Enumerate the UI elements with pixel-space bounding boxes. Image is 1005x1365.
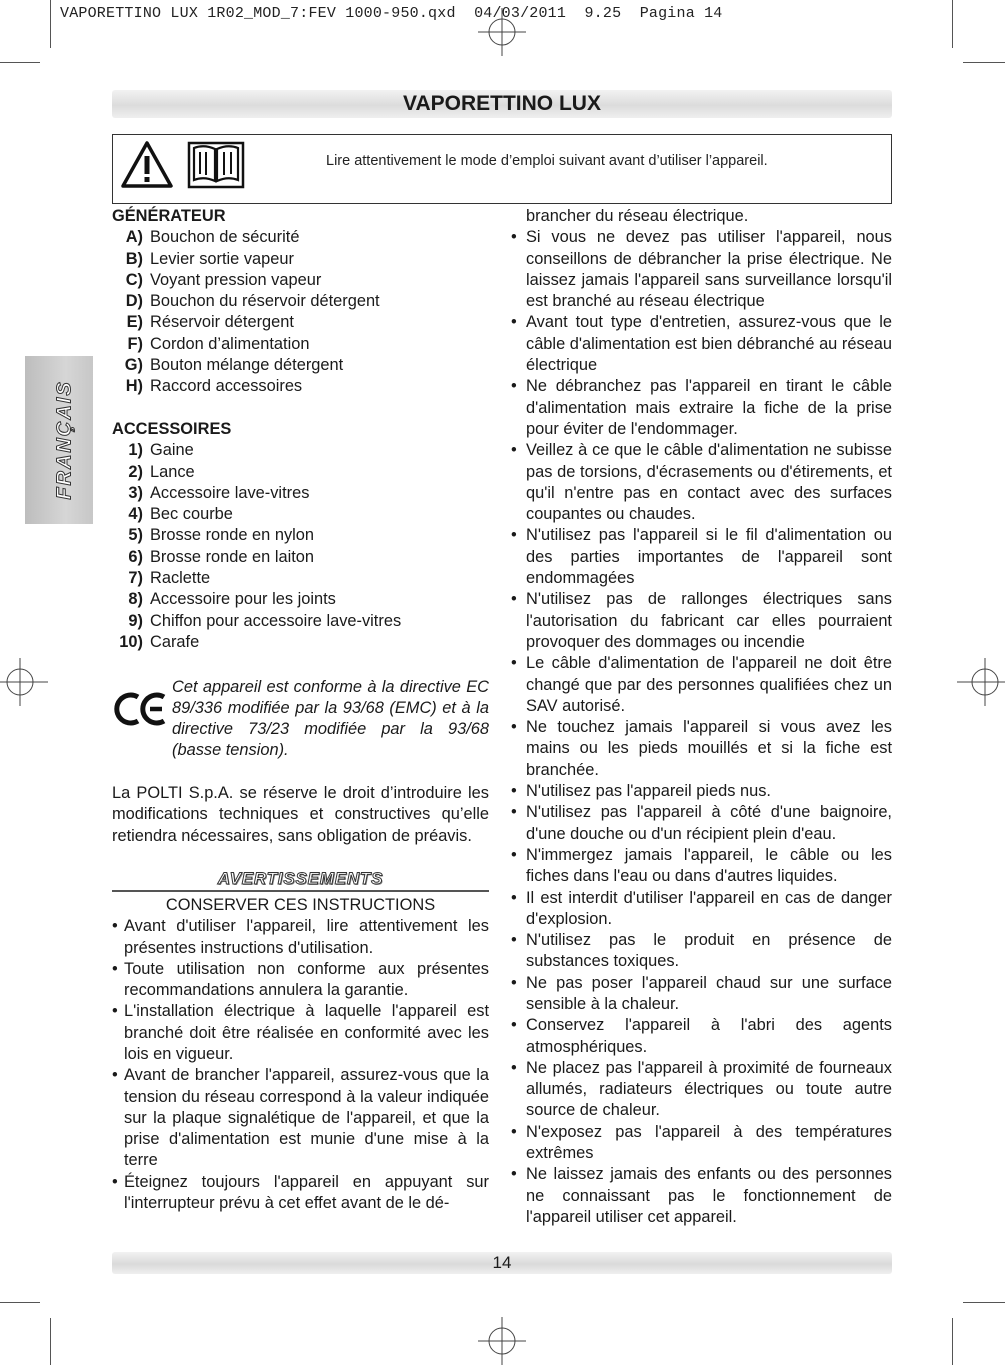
page-number: 14 <box>492 1253 512 1272</box>
registration-mark-icon <box>0 658 48 706</box>
item-label: Bec courbe <box>150 505 233 524</box>
item-key: 10) <box>119 632 143 651</box>
warning-item: • Ne touchez jamais l'appareil si vous avez les mains ou les pieds mouillés et si la fiche est branchée. <box>511 717 892 781</box>
item-key: 8) <box>128 590 143 609</box>
item-label: Carafe <box>150 632 200 651</box>
divider <box>112 890 489 892</box>
list-item <box>112 547 489 568</box>
warning-item: • N'exposez pas l'appareil à des températures extrêmes <box>511 1122 892 1165</box>
warnings-list-left <box>112 916 489 1214</box>
list-item <box>112 611 489 632</box>
warning-item: • Conservez l'appareil à l'abri des agents atmosphériques. <box>511 1015 892 1058</box>
list-item <box>112 632 489 653</box>
item-label: Bouton mélange détergent <box>150 356 344 375</box>
warning-item: • Veillez à ce que le câble d'alimentation ne subisse pas de torsions, d'écrasements ou d'étirements, et qu'il n'entre pas en contact avec des surfaces coupantes ou chaudes. <box>511 440 892 525</box>
item-label: Raclette <box>150 569 211 588</box>
item-key: 4) <box>128 505 143 524</box>
list-item <box>112 568 489 589</box>
item-key: 9) <box>128 611 143 630</box>
list-item <box>112 312 489 333</box>
warning-item: • N'utilisez pas l'appareil si le fil d'alimentation ou des parties importantes de l'appareil sont endommagées <box>511 525 892 589</box>
list-item <box>112 334 489 355</box>
item-label: Bouchon de sécurité <box>150 228 300 247</box>
warning-item: • N'utilisez pas l'appareil pieds nus. <box>511 781 892 802</box>
printer-slug: VAPORETTINO LUX 1R02_MOD_7:FEV 1000-950.qxd 04/03/2011 9.25 Pagina 14 <box>60 5 723 22</box>
accessories-list <box>112 440 489 653</box>
list-item <box>112 376 489 397</box>
crop-mark <box>952 1318 953 1365</box>
warnings-list-right <box>511 227 892 1228</box>
warnings-subheading: CONSERVER CES INSTRUCTIONS <box>165 895 436 914</box>
list-item <box>112 355 489 376</box>
item-label: Brosse ronde en laiton <box>150 547 315 566</box>
ce-statement: Cet appareil est conforme à la directive EC 89/336 modifiée par la 93/68 (EMC) et à la directive 73/23 modifiée par la 93/68 (basse tension). <box>172 677 489 760</box>
item-label: Voyant pression vapeur <box>150 270 322 289</box>
crop-mark <box>963 62 1005 63</box>
warning-item: • Ne laissez jamais des enfants ou des personnes ne connaissant pas le fonctionnement de l'appareil utiliser cet appareil. <box>511 1164 892 1228</box>
generator-heading: GÉNÉRATEUR <box>112 207 226 225</box>
warning-message: Lire attentivement le mode d’emploi suivant avant d’utiliser l’appareil. <box>326 153 768 169</box>
manual-book-icon <box>186 140 246 190</box>
item-key: G) <box>124 356 143 375</box>
warning-triangle-icon <box>120 140 174 190</box>
warning-item: • N'utilisez pas de rallonges électriques sans l'autorisation du fabricant car elles pourraient provoquer des dommages ou incendie <box>511 589 892 653</box>
page-title: VAPORETTINO LUX <box>403 92 601 115</box>
item-key: C) <box>125 270 143 289</box>
polti-notice: La POLTI S.p.A. se réserve le droit d’introduire les modifications techniques et constructives qu’elle retiendra nécessaires, sans obligation de préavis. <box>112 784 489 845</box>
warning-item: • Ne placez pas l'appareil à proximité de fourneaux allumés, radiateurs électriques ou toute autre source de chaleur. <box>511 1058 892 1122</box>
list-item <box>112 525 489 546</box>
item-label: Lance <box>150 462 195 481</box>
item-label: Chiffon pour accessoire lave-vitres <box>150 611 402 630</box>
warning-item: • Le câble d'alimentation de l'appareil ne doit être changé que par des personnes qualifiées chez un SAV autorisé. <box>511 653 892 717</box>
item-label: Accessoire lave-vitres <box>150 483 310 502</box>
ce-mark-icon <box>112 677 170 741</box>
warning-item: • Ne pas poser l'appareil chaud sur une surface sensible à la chaleur. <box>511 973 892 1016</box>
warning-item: • Avant tout type d'entretien, assurez-vous que le câble d'alimentation est bien débranché au réseau électrique <box>511 312 892 376</box>
item-key: 7) <box>128 569 143 588</box>
item-label: Brosse ronde en nylon <box>150 526 315 545</box>
list-item <box>112 440 489 461</box>
language-tab-label <box>25 356 93 524</box>
item-key: A) <box>125 228 143 247</box>
list-item <box>112 589 489 610</box>
list-item <box>112 483 489 504</box>
warning-item: • Avant d'utiliser l'appareil, lire attentivement les présentes instructions d'utilisation. <box>112 916 489 959</box>
item-key: F) <box>127 334 143 353</box>
item-label: Gaine <box>150 441 194 460</box>
list-item <box>112 227 489 248</box>
item-label: Bouchon du réservoir détergent <box>150 292 380 311</box>
warning-continuation: brancher du réseau électrique. <box>526 207 749 225</box>
right-column <box>511 206 892 1228</box>
warning-item: • Si vous ne devez pas utiliser l'appareil, nous conseillons de débrancher la prise électrique. Ne laissez jamais l'appareil sans surveillance lorsqu'il est branché au réseau électrique <box>511 227 892 312</box>
crop-mark <box>0 1302 40 1303</box>
accessories-heading: ACCESSOIRES <box>112 419 232 438</box>
item-label: Raccord accessoires <box>150 377 303 396</box>
list-item <box>112 504 489 525</box>
list-item <box>112 249 489 270</box>
generator-list <box>112 227 489 397</box>
warning-item: • N'utilisez pas l'appareil à côté d'une baignoire, d'une douche ou d'un récipient plein d'eau. <box>511 802 892 845</box>
crop-mark <box>0 62 40 63</box>
registration-mark-icon <box>478 1317 526 1365</box>
list-item <box>112 462 489 483</box>
list-item <box>112 270 489 291</box>
warning-item: • N'immergez jamais l'appareil, le câble ou les fiches dans l'eau ou dans d'autres liquides. <box>511 845 892 888</box>
item-key: E) <box>126 313 143 332</box>
item-label: Cordon d’alimentation <box>150 334 310 353</box>
item-label: Réservoir détergent <box>150 313 294 332</box>
crop-mark <box>952 0 953 48</box>
warning-item: • N'utilisez pas le produit en présence de substances toxiques. <box>511 930 892 973</box>
svg-text:FRANÇAIS: FRANÇAIS <box>53 380 76 500</box>
warning-item: • Toute utilisation non conforme aux présentes recommandations annulera la garantie. <box>112 959 489 1002</box>
list-item <box>112 291 489 312</box>
registration-mark-icon <box>957 658 1005 706</box>
warning-item: • Ne débranchez pas l'appareil en tirant le câble d'alimentation mais extraire la fiche de la prise pour éviter de l'endommager. <box>511 376 892 440</box>
item-key: H) <box>125 377 143 396</box>
item-key: 5) <box>128 526 143 545</box>
crop-mark <box>963 1302 1005 1303</box>
item-key: 6) <box>128 547 143 566</box>
crop-mark <box>50 0 51 48</box>
warning-item: • Avant de brancher l'appareil, assurez-vous que la tension du réseau correspond à la valeur indiquée sur la plaque signalétique de l'appareil, et que la prise d'alimentation est munie d'une mise à la terre <box>112 1065 489 1171</box>
item-key: B) <box>125 249 143 268</box>
crop-mark <box>50 1318 51 1365</box>
item-key: 1) <box>128 441 143 460</box>
warnings-heading-block <box>112 868 489 893</box>
item-label: Accessoire pour les joints <box>150 590 336 609</box>
warning-item: • L'installation électrique à laquelle l'appareil est branché doit être réalisée en conformité avec les lois en vigueur. <box>112 1001 489 1065</box>
warning-item: • Il est interdit d'utiliser l'appareil en cas de danger d'explosion. <box>511 888 892 931</box>
left-column <box>112 206 489 1214</box>
item-label: Levier sortie vapeur <box>150 249 294 268</box>
item-key: D) <box>125 292 143 311</box>
registration-mark-icon <box>478 8 526 56</box>
warnings-heading: AVERTISSEMENTS <box>217 868 384 888</box>
item-key: 3) <box>128 483 143 502</box>
item-key: 2) <box>128 462 143 481</box>
ce-statement-block <box>112 677 489 762</box>
warning-item: • Éteignez toujours l'appareil en appuyant sur l'interrupteur prévu à cet effet avant de le dé- <box>112 1172 489 1215</box>
